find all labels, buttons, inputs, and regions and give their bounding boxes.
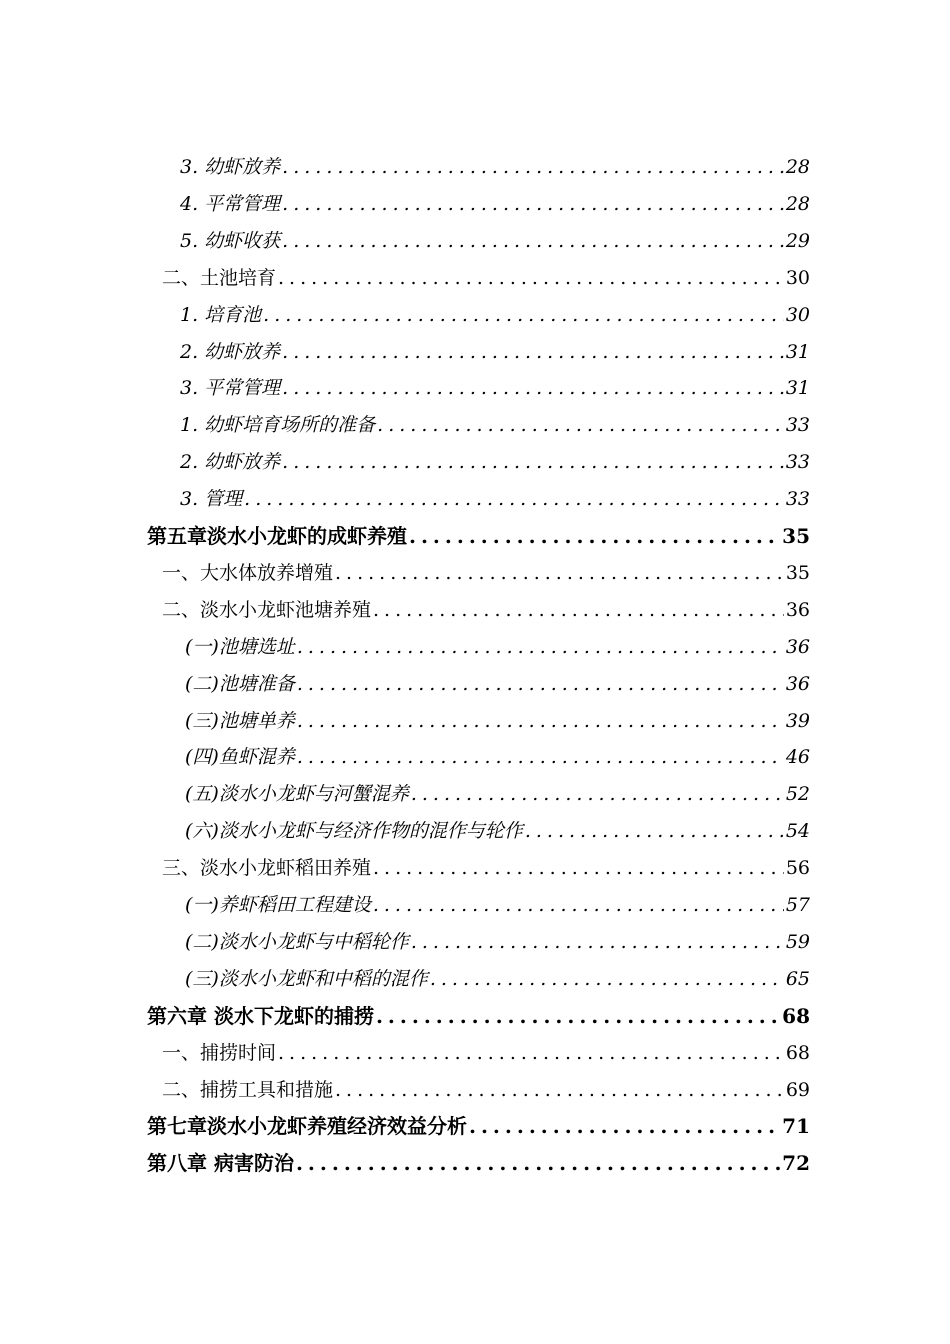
toc-entry-title: 第五章淡水小龙虾的成虾养殖	[147, 524, 407, 548]
toc-entry-title: (二)池塘准备	[185, 672, 295, 695]
toc-page-number: 69	[785, 1078, 810, 1101]
toc-dot-leader	[282, 371, 784, 405]
toc-dot-leader	[373, 888, 784, 922]
toc-dot-leader	[297, 740, 784, 774]
toc-page-number: 30	[785, 266, 810, 289]
toc-page-number: 68	[785, 1041, 810, 1064]
toc-entry[interactable]	[162, 556, 810, 590]
toc-dot-leader	[297, 667, 784, 701]
toc-page-number: 54	[785, 820, 810, 843]
toc-page-number: 28	[785, 192, 810, 215]
toc-entry[interactable]	[162, 1036, 810, 1070]
toc-page-number: 28	[785, 156, 810, 178]
toc-entry-title: (四)鱼虾混养	[185, 746, 295, 769]
toc-page-number: 36	[785, 598, 810, 621]
toc-entry-title: 第六章 淡水下龙虾的捕捞	[147, 1003, 374, 1028]
toc-page-number: 29	[785, 229, 810, 252]
toc-dot-leader	[430, 962, 784, 996]
toc-dot-leader	[335, 1073, 784, 1107]
toc-entry[interactable]	[180, 187, 810, 221]
toc-dot-leader	[282, 224, 784, 258]
toc-entry-title: 2. 幼虾放养	[180, 451, 281, 474]
toc-entry-title: 1. 培育池	[180, 303, 262, 326]
toc-entry-title: 4. 平常管理	[180, 192, 281, 215]
toc-page-number: 30	[785, 303, 810, 326]
toc-dot-leader	[297, 704, 784, 738]
toc-dot-leader	[411, 777, 784, 811]
toc-entry-title: 第八章 病害防治	[147, 1151, 294, 1176]
toc-dot-leader	[282, 445, 784, 479]
toc-dot-leader	[263, 298, 784, 332]
toc-entry-title: 3. 管理	[180, 488, 243, 511]
toc-entry[interactable]	[162, 261, 810, 295]
toc-entry-title: 2. 幼虾放养	[180, 340, 281, 363]
toc-dot-leader	[409, 519, 780, 553]
toc-entry[interactable]	[147, 1109, 810, 1143]
toc-entry[interactable]	[185, 777, 810, 811]
toc-dot-leader	[373, 851, 784, 885]
toc-entry-title: 二、淡水小龙虾池塘养殖	[162, 598, 372, 621]
toc-page-number: 56	[785, 857, 810, 880]
toc-page-number: 39	[785, 709, 810, 732]
toc-entry[interactable]	[185, 962, 810, 996]
toc-entry[interactable]	[162, 851, 810, 885]
toc-entry[interactable]	[185, 704, 810, 738]
toc-dot-leader	[244, 482, 784, 516]
toc-entry-title: (三)池塘单养	[185, 709, 295, 732]
toc-entry-title: 一、捕捞时间	[162, 1041, 277, 1064]
toc-entry[interactable]	[180, 298, 810, 332]
toc-dot-leader	[335, 556, 784, 590]
toc-page-number: 31	[785, 340, 810, 363]
toc-dot-leader	[282, 335, 784, 369]
toc-entry-title: 3. 平常管理	[180, 377, 281, 400]
toc-page-number: 68	[782, 1003, 810, 1028]
toc-entry-title: 3. 幼虾放养	[180, 156, 281, 178]
toc-entry-title: (六)淡水小龙虾与经济作物的混作与轮作	[185, 820, 523, 843]
toc-entry-title: 一、大水体放养增殖	[162, 561, 334, 584]
toc-entry[interactable]	[185, 630, 810, 664]
toc-page-number: 36	[785, 635, 810, 658]
toc-page-number: 57	[785, 894, 810, 916]
toc-entry[interactable]	[180, 224, 810, 258]
toc-dot-leader	[296, 1146, 780, 1180]
toc-entry-title: 三、淡水小龙虾稻田养殖	[162, 857, 372, 880]
toc-entry-title: (一)养虾稻田工程建设	[185, 894, 371, 916]
toc-page-number: 65	[785, 967, 810, 990]
toc-entry-title: (二)淡水小龙虾与中稻轮作	[185, 930, 409, 953]
toc-page-number: 35	[785, 561, 810, 584]
toc-entry[interactable]	[147, 1146, 810, 1180]
toc-page-number: 33	[785, 488, 810, 511]
toc-page-number: 46	[785, 746, 810, 769]
toc-dot-leader	[297, 630, 784, 664]
toc-entry[interactable]	[180, 335, 810, 369]
toc-dot-leader	[525, 814, 784, 848]
toc-entry-title: 第七章淡水小龙虾养殖经济效益分析	[147, 1114, 467, 1139]
toc-dot-leader	[278, 1036, 784, 1070]
toc-dot-leader	[469, 1109, 780, 1143]
toc-entry[interactable]	[180, 482, 810, 516]
toc-dot-leader	[411, 925, 784, 959]
toc-entry-title: 二、捕捞工具和措施	[162, 1078, 334, 1101]
toc-page-number: 35	[782, 524, 810, 548]
toc-dot-leader	[377, 408, 784, 442]
toc-entry[interactable]	[147, 999, 810, 1033]
toc-page-number: 52	[785, 783, 810, 806]
toc-entry[interactable]	[162, 593, 810, 627]
toc-page-number: 72	[782, 1151, 810, 1176]
toc-page-number: 31	[785, 377, 810, 400]
toc-entry[interactable]	[162, 1073, 810, 1107]
toc-entry-title: (一)池塘选址	[185, 635, 295, 658]
toc-entry[interactable]	[180, 371, 810, 405]
toc-entry-title: (五)淡水小龙虾与河蟹混养	[185, 783, 409, 806]
toc-entry[interactable]	[185, 740, 810, 774]
toc-entry-title: (三)淡水小龙虾和中稻的混作	[185, 967, 428, 990]
toc-entry[interactable]	[185, 814, 810, 848]
toc-entry[interactable]	[185, 667, 810, 701]
toc-page-number: 59	[785, 930, 810, 953]
toc-entry[interactable]	[180, 150, 810, 184]
toc-entry[interactable]	[180, 445, 810, 479]
toc-entry-title: 二、土池培育	[162, 266, 277, 289]
toc-dot-leader	[282, 187, 784, 221]
toc-dot-leader	[282, 150, 784, 184]
toc-entry-title: 1. 幼虾培育场所的准备	[180, 414, 376, 437]
toc-dot-leader	[373, 593, 784, 627]
toc-dot-leader	[376, 999, 780, 1033]
toc-entry[interactable]	[185, 925, 810, 959]
toc-page-number: 33	[785, 451, 810, 474]
toc-page-number: 36	[785, 672, 810, 695]
toc-page-number: 33	[785, 414, 810, 437]
toc-entry-title: 5. 幼虾收获	[180, 229, 281, 252]
toc-entry[interactable]	[147, 519, 810, 553]
toc-page-number: 71	[782, 1114, 810, 1139]
toc-dot-leader	[278, 261, 784, 295]
toc-entry[interactable]	[185, 888, 810, 922]
toc-entry[interactable]	[180, 408, 810, 442]
